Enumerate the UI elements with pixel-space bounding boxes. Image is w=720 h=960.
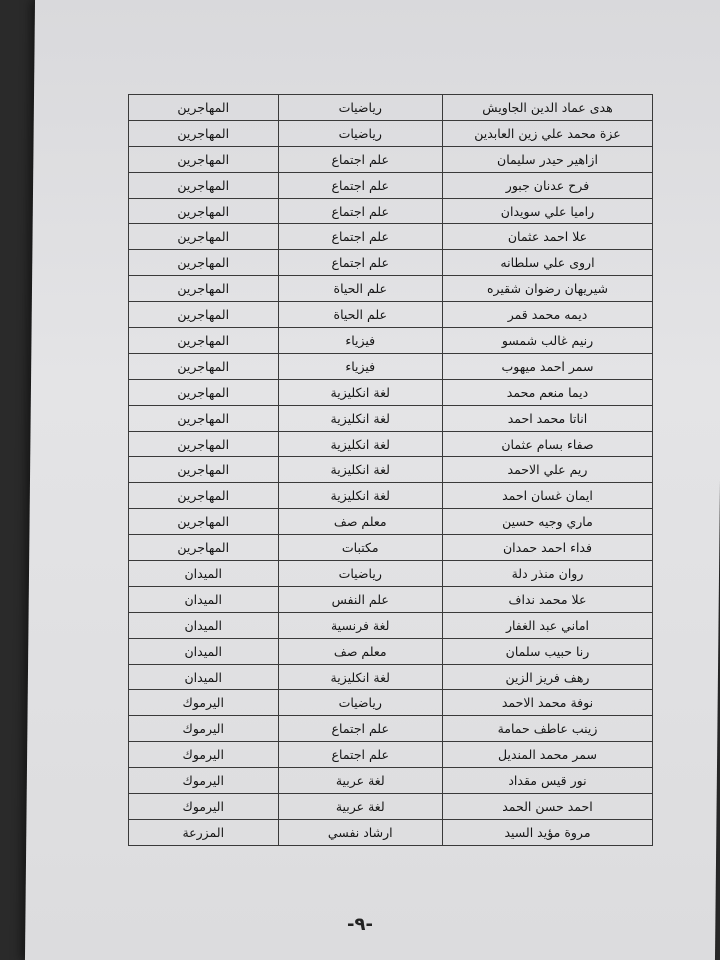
subject-cell: فيزياء <box>278 353 442 379</box>
table-row <box>129 120 653 146</box>
subject-cell: علم اجتماع <box>278 224 442 250</box>
name-cell: علا محمد نداف <box>442 586 652 612</box>
subject-cell: فيزياء <box>278 328 442 354</box>
table-row <box>129 276 653 302</box>
table-row <box>129 431 653 457</box>
name-cell: رهف فريز الزين <box>442 664 652 690</box>
table-row <box>129 224 653 250</box>
area-cell: المزرعة <box>129 819 279 845</box>
table-row <box>129 742 653 768</box>
table-row <box>129 328 653 354</box>
subject-cell: لغة انكليزية <box>278 431 442 457</box>
subject-cell: رياضيات <box>278 120 442 146</box>
name-cell: ديمه محمد قمر <box>442 302 652 328</box>
table-row <box>129 457 653 483</box>
area-cell: المهاجرين <box>129 302 279 328</box>
assignment-table <box>128 94 653 846</box>
area-cell: المهاجرين <box>129 379 279 405</box>
table-row <box>129 690 653 716</box>
subject-cell: علم اجتماع <box>278 146 442 172</box>
name-cell: فرح عدنان جبور <box>442 172 652 198</box>
table-row <box>129 146 653 172</box>
name-cell: ازاهير حيدر سليمان <box>442 146 652 172</box>
name-cell: مروة مؤيد السيد <box>442 819 652 845</box>
subject-cell: علم الحياة <box>278 302 442 328</box>
area-cell: اليرموك <box>129 794 279 820</box>
area-cell: الميدان <box>129 638 279 664</box>
subject-cell: لغة عربية <box>278 768 442 794</box>
area-cell: المهاجرين <box>129 250 279 276</box>
table-row <box>129 586 653 612</box>
subject-cell: علم اجتماع <box>278 172 442 198</box>
area-cell: المهاجرين <box>129 224 279 250</box>
subject-cell: لغة فرنسية <box>278 612 442 638</box>
area-cell: اليرموك <box>129 716 279 742</box>
subject-cell: معلم صف <box>278 509 442 535</box>
table-row <box>129 353 653 379</box>
name-cell: سمر محمد المنديل <box>442 742 652 768</box>
name-cell: رنا حبيب سلمان <box>442 638 652 664</box>
area-cell: المهاجرين <box>129 509 279 535</box>
area-cell: الميدان <box>129 586 279 612</box>
table-row <box>129 172 653 198</box>
subject-cell: رياضيات <box>278 95 442 121</box>
name-cell: احمد حسن الحمد <box>442 794 652 820</box>
table-row <box>129 509 653 535</box>
name-cell: عزة محمد علي زين العابدين <box>442 120 652 146</box>
subject-cell: علم اجتماع <box>278 250 442 276</box>
name-cell: ديما منعم محمد <box>442 379 652 405</box>
table-row <box>129 819 653 845</box>
area-cell: اليرموك <box>129 690 279 716</box>
name-cell: روان منذر دلة <box>442 561 652 587</box>
subject-cell: ارشاد نفسي <box>278 819 442 845</box>
area-cell: المهاجرين <box>129 457 279 483</box>
name-cell: زينب عاطف حمامة <box>442 716 652 742</box>
table-row <box>129 768 653 794</box>
page-number: -٩- <box>347 914 373 935</box>
table-row <box>129 638 653 664</box>
table-body <box>129 95 653 846</box>
subject-cell: علم اجتماع <box>278 742 442 768</box>
subject-cell: رياضيات <box>278 561 442 587</box>
area-cell: المهاجرين <box>129 405 279 431</box>
table-row <box>129 794 653 820</box>
area-cell: المهاجرين <box>129 483 279 509</box>
area-cell: المهاجرين <box>129 146 279 172</box>
area-cell: الميدان <box>129 612 279 638</box>
name-cell: ريم علي الاحمد <box>442 457 652 483</box>
area-cell: المهاجرين <box>129 535 279 561</box>
name-cell: اروى علي سلطانه <box>442 250 652 276</box>
name-cell: شيريهان رضوان شقيره <box>442 276 652 302</box>
subject-cell: لغة انكليزية <box>278 457 442 483</box>
subject-cell: لغة انكليزية <box>278 379 442 405</box>
name-cell: ايمان غسان احمد <box>442 483 652 509</box>
subject-cell: لغة انكليزية <box>278 405 442 431</box>
subject-cell: لغة انكليزية <box>278 664 442 690</box>
name-cell: ماري وجيه حسين <box>442 509 652 535</box>
subject-cell: علم اجتماع <box>278 198 442 224</box>
area-cell: المهاجرين <box>129 172 279 198</box>
name-cell: اماني عبد الغفار <box>442 612 652 638</box>
area-cell: المهاجرين <box>129 431 279 457</box>
subject-cell: علم الحياة <box>278 276 442 302</box>
table-row <box>129 561 653 587</box>
table-row <box>129 95 653 121</box>
area-cell: المهاجرين <box>129 120 279 146</box>
name-cell: هدى عماد الدين الجاويش <box>442 95 652 121</box>
name-cell: راميا علي سويدان <box>442 198 652 224</box>
table-row <box>129 664 653 690</box>
name-cell: رنيم غالب شمسو <box>442 328 652 354</box>
area-cell: المهاجرين <box>129 198 279 224</box>
name-cell: اناتا محمد احمد <box>442 405 652 431</box>
table-row <box>129 612 653 638</box>
name-cell: فداء احمد حمدان <box>442 535 652 561</box>
subject-cell: لغة انكليزية <box>278 483 442 509</box>
table-row <box>129 716 653 742</box>
area-cell: المهاجرين <box>129 276 279 302</box>
table-row <box>129 535 653 561</box>
table-row <box>129 302 653 328</box>
area-cell: الميدان <box>129 561 279 587</box>
name-cell: نور قيس مقداد <box>442 768 652 794</box>
area-cell: المهاجرين <box>129 353 279 379</box>
area-cell: الميدان <box>129 664 279 690</box>
table-row <box>129 379 653 405</box>
subject-cell: علم النفس <box>278 586 442 612</box>
name-cell: علا احمد عثمان <box>442 224 652 250</box>
area-cell: المهاجرين <box>129 95 279 121</box>
area-cell: اليرموك <box>129 742 279 768</box>
name-cell: صفاء بسام عثمان <box>442 431 652 457</box>
table-row <box>129 198 653 224</box>
area-cell: اليرموك <box>129 768 279 794</box>
table-row <box>129 483 653 509</box>
table-row <box>129 250 653 276</box>
subject-cell: رياضيات <box>278 690 442 716</box>
table-row <box>129 405 653 431</box>
name-cell: سمر احمد ميهوب <box>442 353 652 379</box>
subject-cell: مكتبات <box>278 535 442 561</box>
subject-cell: علم اجتماع <box>278 716 442 742</box>
area-cell: المهاجرين <box>129 328 279 354</box>
subject-cell: لغة عربية <box>278 794 442 820</box>
name-cell: نوفة محمد الاحمد <box>442 690 652 716</box>
subject-cell: معلم صف <box>278 638 442 664</box>
